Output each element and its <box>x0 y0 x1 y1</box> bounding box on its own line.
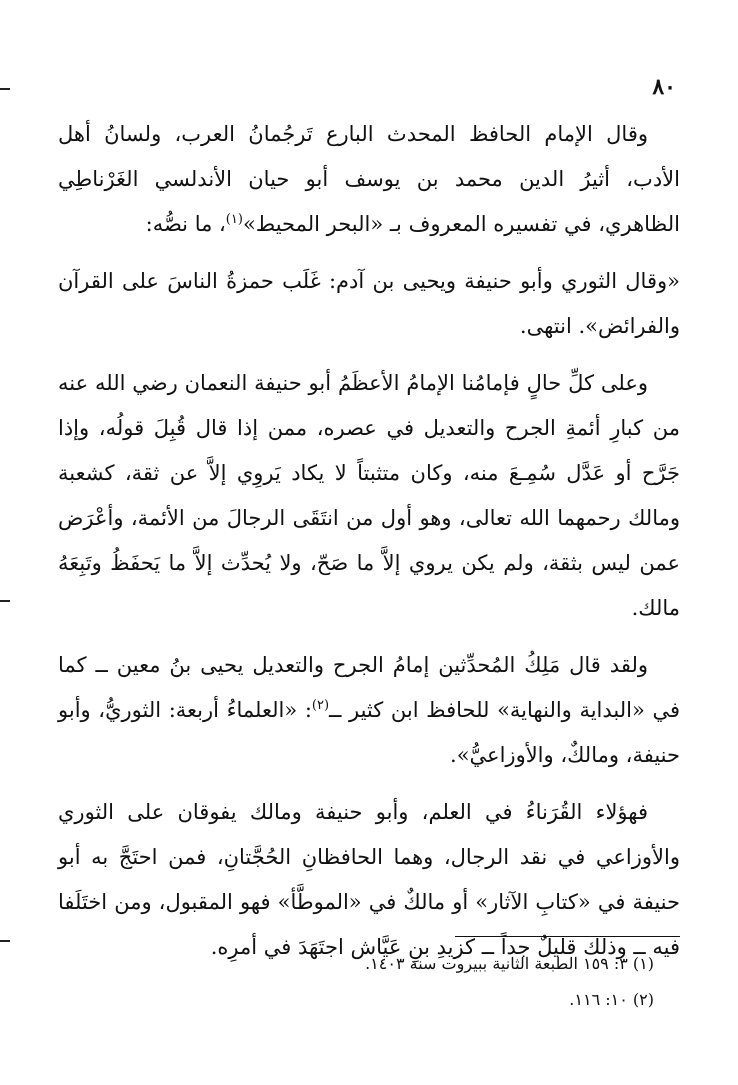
footnote-2: (٢) ١٠: ١١٦. <box>569 990 654 1009</box>
scan-edge-mark <box>0 600 10 602</box>
paragraph-text: وقال الإمام الحافظ المحدث البارع تَرجُمانُ العرب، ولسانُ أهل الأدب، أثيرُ الدين محمد بن يوسف أبو حيان الأندلسي الغَرْناطِي الظاهري، في تفسيره المعروف بـ «البحر المحيط» <box>58 122 680 236</box>
scan-edge-mark <box>0 940 10 942</box>
scan-edge-mark <box>0 88 10 90</box>
paragraph-abu-hayyan <box>58 112 680 247</box>
main-text <box>58 112 680 982</box>
page-number: ٨٠ <box>652 74 676 100</box>
paragraph-ibn-maeen <box>58 643 680 778</box>
paragraph-abu-hanifa: وعلى كلِّ حالٍ فإمامُنا الإمامُ الأعظَمُ أبو حنيفة النعمان رضي الله عنه من كبارِ أئمةِ الجرح والتعديل في عصره، ممن إذا قال قُبِلَ قولُه، وإذا جَرَّح أو عَدَّل سُمِـعَ منه، وكان متثبتاً لا يكاد يَروِي إلاَّ عن ثقة، كشعبة ومالك رحمهما الله تعالى، وهو أول من انتَقَى الرجالَ من الأئمة، وأعْرَض عمن ليس بثقة، ولم يكن يروي إلاَّ ما صَحّ، ولا يُحدِّث إلاَّ ما يَحفَظُ وتَبِعَهُ مالك. <box>58 371 680 620</box>
paragraph-text-end: : «العلماءُ أربعة: الثوريُّ، وأبو حنيفة، ومالكٌ، والأوزاعيُّ». <box>58 698 680 767</box>
paragraph-text: ولقد قال مَلِكُ المُحدِّثين إمامُ الجرح والتعديل يحيى بنُ معين ــ كما في «البداية والنهاية» للحافظ ابن كثير ــ <box>58 653 680 722</box>
quotation-thawri: «وقال الثوري وأبو حنيفة ويحيى بن آدم: غَلَب حمزةُ الناسَ على القرآن والفرائض». انتهى. <box>58 269 680 338</box>
footnote-reference-1: (١) <box>225 212 243 227</box>
footnotes <box>94 946 654 1018</box>
paragraph-quranaa: فهؤلاء القُرَناءُ في العلم، وأبو حنيفة ومالك يفوقان على الثوري والأوزاعي في نقد الرجال، وهما الحافظانِ الحُجَّتانِ، فمن احتَجَّ به أبو حنيفة في «كتابِ الآثار» أو مالكٌ في «الموطَّأ» فهو المقبول، ومن اختَلَفا فيه ــ وذلك قليلٌ جداً ــ كزيدِ بنِ عَيَّاش اجتَهَدَ في أمرِه. <box>58 800 680 959</box>
footnote-divider <box>455 936 680 937</box>
footnote-1: (١) ٣: ١٥٩ الطبعة الثانية ببيروت سنة ١٤٠٣. <box>365 954 654 973</box>
footnote-reference-2: (٢) <box>311 698 330 713</box>
paragraph-text-end: ، ما نصُّه: <box>145 212 226 236</box>
